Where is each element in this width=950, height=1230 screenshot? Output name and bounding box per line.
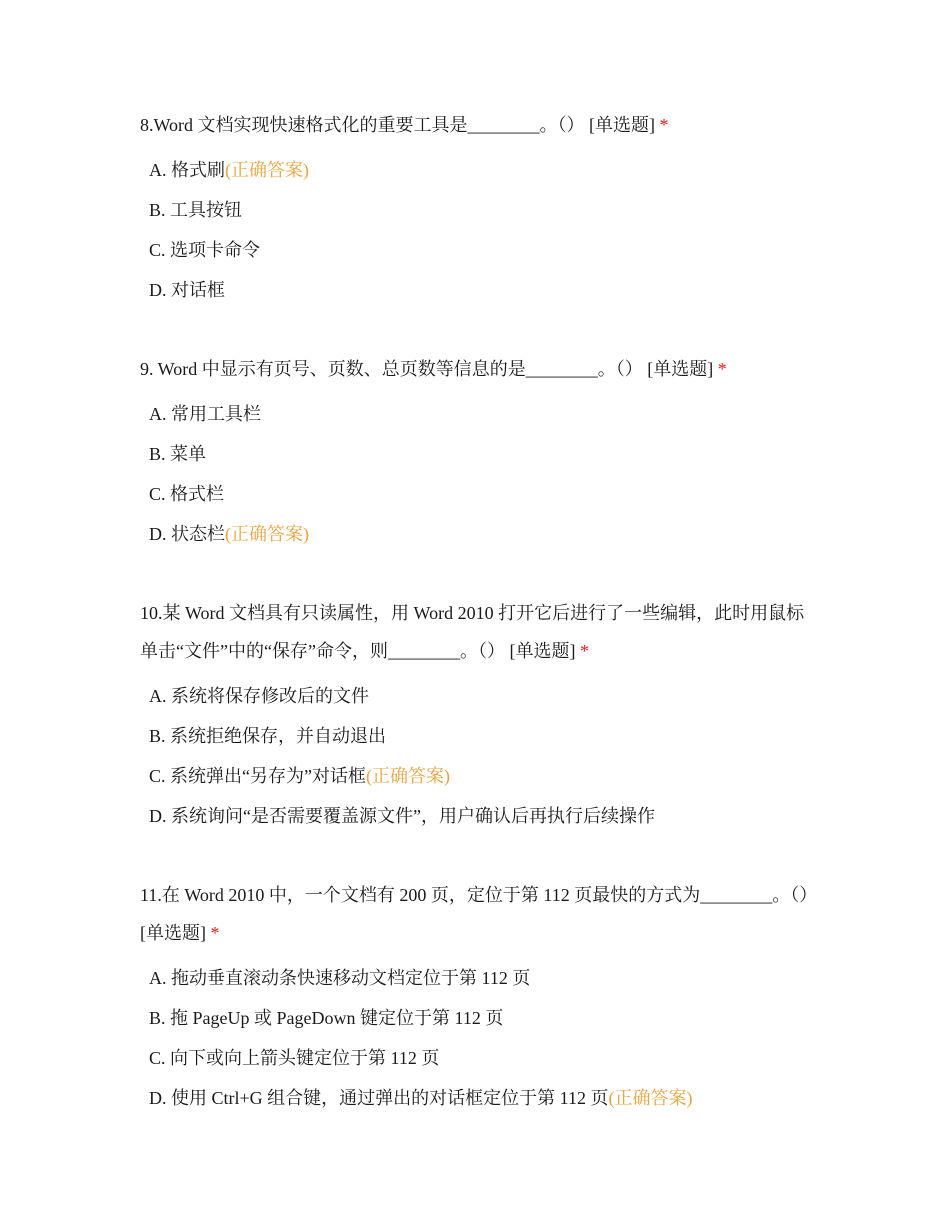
question-9 xyxy=(140,350,820,554)
question-8 xyxy=(140,106,820,310)
option-label: D. 系统询问“是否需要覆盖源文件”，用户确认后再执行后续操作 xyxy=(149,806,655,826)
correct-answer-tag: (正确答案) xyxy=(608,1088,693,1108)
option-label: B. 菜单 xyxy=(149,444,207,464)
question-text xyxy=(140,350,820,388)
question-stem: 10.某 Word 文档具有只读属性，用 Word 2010 打开它后进行了一些编辑，此时用鼠标单击“文件”中的“保存”命令，则________。（） xyxy=(140,603,805,661)
question-type: [单选题] xyxy=(140,923,206,943)
question-stem: 11.在 Word 2010 中，一个文档有 200 页，定位于第 112 页最快的方式为________。（） xyxy=(140,885,818,905)
required-mark: * xyxy=(210,923,220,943)
option-label: D. 使用 Ctrl+G 组合键，通过弹出的对话框定位于第 112 页 xyxy=(149,1088,609,1108)
option-d xyxy=(140,1078,820,1118)
option-label: A. 格式刷 xyxy=(149,160,225,180)
question-type: [单选题] xyxy=(509,641,576,661)
document-page xyxy=(140,106,820,1158)
question-text xyxy=(140,106,820,144)
option-label: C. 系统弹出“另存为”对话框 xyxy=(149,766,366,786)
option-c xyxy=(140,230,820,270)
required-mark: * xyxy=(659,115,669,135)
correct-answer-tag: (正确答案) xyxy=(365,766,450,786)
option-label: D. 对话框 xyxy=(149,280,225,300)
option-label: B. 系统拒绝保存，并自动退出 xyxy=(149,726,387,746)
option-c xyxy=(140,1038,820,1078)
option-d xyxy=(140,270,820,310)
question-10 xyxy=(140,594,820,836)
option-c xyxy=(140,756,820,796)
option-label: B. 工具按钮 xyxy=(149,200,243,220)
option-label: A. 系统将保存修改后的文件 xyxy=(149,686,369,706)
option-label: C. 向下或向上箭头键定位于第 112 页 xyxy=(149,1048,440,1068)
option-label: C. 格式栏 xyxy=(149,484,225,504)
option-a xyxy=(140,676,820,716)
correct-answer-tag: (正确答案) xyxy=(225,524,309,544)
question-type: [单选题] xyxy=(589,115,656,135)
option-label: C. 选项卡命令 xyxy=(149,240,261,260)
question-type: [单选题] xyxy=(647,359,714,379)
option-b xyxy=(140,434,820,474)
question-text xyxy=(140,876,820,952)
option-d xyxy=(140,796,820,836)
option-b xyxy=(140,998,820,1038)
option-b xyxy=(140,190,820,230)
required-mark: * xyxy=(579,641,589,661)
option-a xyxy=(140,958,820,998)
option-label: D. 状态栏 xyxy=(149,524,225,544)
option-label: A. 拖动垂直滚动条快速移动文档定位于第 112 页 xyxy=(149,968,531,988)
correct-answer-tag: (正确答案) xyxy=(225,160,309,180)
option-d xyxy=(140,514,820,554)
option-label: A. 常用工具栏 xyxy=(149,404,261,424)
question-stem: 9. Word 中显示有页号、页数、总页数等信息的是________。（） xyxy=(140,359,643,379)
option-b xyxy=(140,716,820,756)
option-label: B. 拖 PageUp 或 PageDown 键定位于第 112 页 xyxy=(149,1008,504,1028)
question-text xyxy=(140,594,820,670)
option-c xyxy=(140,474,820,514)
question-11 xyxy=(140,876,820,1118)
required-mark: * xyxy=(717,359,727,379)
question-stem: 8.Word 文档实现快速格式化的重要工具是________。（） xyxy=(140,115,585,135)
option-a xyxy=(140,394,820,434)
option-a xyxy=(140,150,820,190)
